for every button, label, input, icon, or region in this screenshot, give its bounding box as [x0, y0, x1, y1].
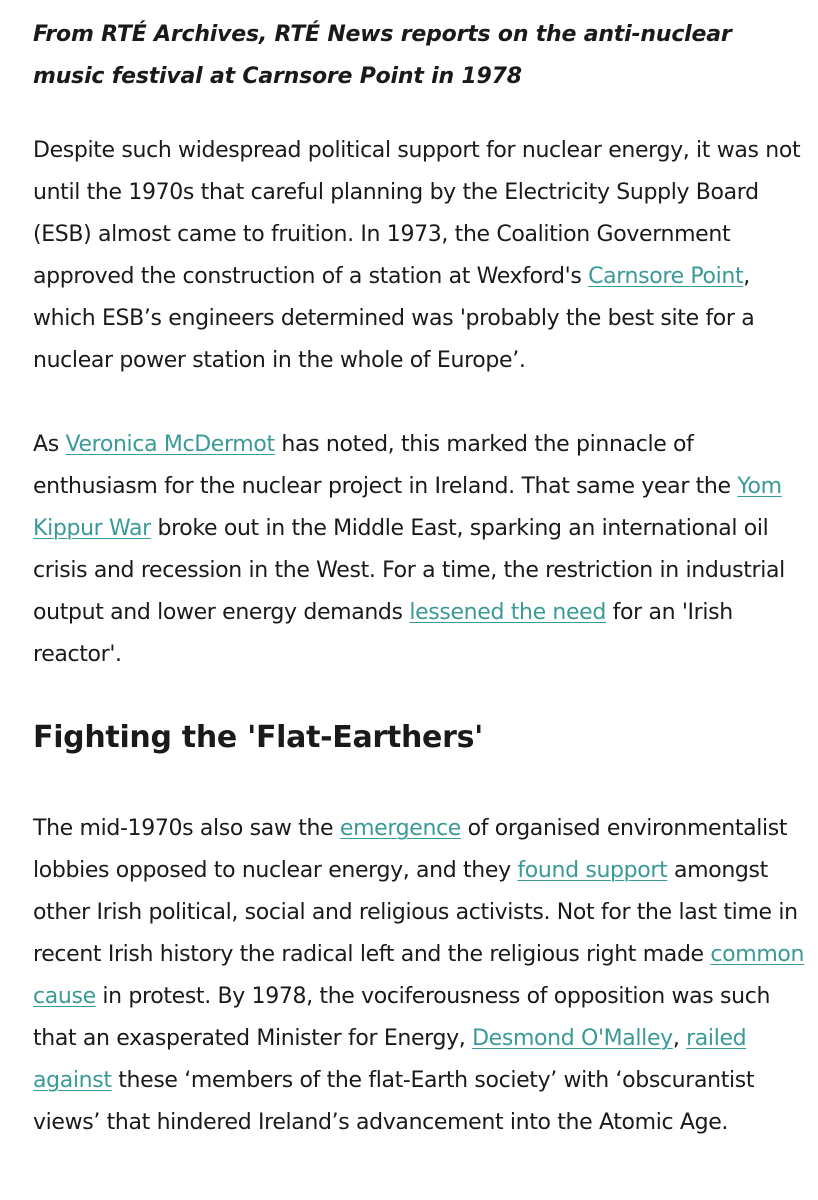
paragraph-text: Despite such widespread political support for nuclear energy, it was not until the 1970s that careful planning by the Electricity Supply Board (ESB) almost came to fruition. In 1973, the Coalition Government approved the construction of a station at Wexford's — [33, 138, 801, 289]
link-veronica-mcdermot[interactable]: Veronica McDermot — [65, 432, 275, 457]
paragraph-pinnacle — [33, 424, 808, 676]
link-lessened-the-need[interactable]: lessened the need — [409, 600, 606, 625]
paragraph-text: broke out in the Middle East, sparking an international oil crisis and recession in the West. For a time, the restriction in industrial output and lower energy demands — [33, 516, 785, 625]
paragraph-text: for an 'Irish reactor'. — [33, 600, 733, 667]
link-yom-kippur-war[interactable]: Yom Kippur War — [33, 474, 782, 541]
paragraph-text: amongst other Irish political, social and religious activists. Not for the last time in recent Irish history the radical left and the religious right made — [33, 858, 798, 967]
link-emergence[interactable]: emergence — [339, 816, 461, 841]
link-common-cause[interactable]: common cause — [33, 942, 805, 1009]
link-railed-against[interactable]: railed against — [33, 1026, 747, 1093]
link-carnsore-point[interactable]: Carnsore Point — [588, 264, 744, 289]
paragraph-flat-earthers — [33, 808, 808, 1144]
paragraph-text: in protest. By 1978, the vociferousness of opposition was such that an exasperated Minister for Energy, — [33, 984, 771, 1051]
paragraph-carnsore — [33, 130, 808, 382]
link-desmond-omalley[interactable]: Desmond O'Malley — [472, 1026, 673, 1051]
paragraph-text: The mid-1970s also saw the — [33, 816, 340, 841]
paragraph-text: has noted, this marked the pinnacle of enthusiasm for the nuclear project in Ireland. That same year the — [33, 432, 738, 499]
paragraph-text: of organised environmentalist lobbies opposed to nuclear energy, and they — [33, 816, 788, 883]
paragraph-text: , — [672, 1026, 687, 1051]
paragraph-text: , which ESB’s engineers determined was 'probably the best site for a nuclear power station in the whole of Europe’. — [33, 264, 755, 373]
link-found-support[interactable]: found support — [517, 858, 668, 883]
video-caption: From RTÉ Archives, RTÉ News reports on the anti-nuclear music festival at Carnsore Point in 1978 — [33, 22, 732, 89]
paragraph-text: As — [33, 432, 66, 457]
section-heading: Fighting the 'Flat-Earthers' — [33, 720, 484, 755]
paragraph-text: these ‘members of the flat-Earth society’ with ‘obscurantist views’ that hindered Ireland’s advancement into the Atomic Age. — [33, 1068, 755, 1135]
